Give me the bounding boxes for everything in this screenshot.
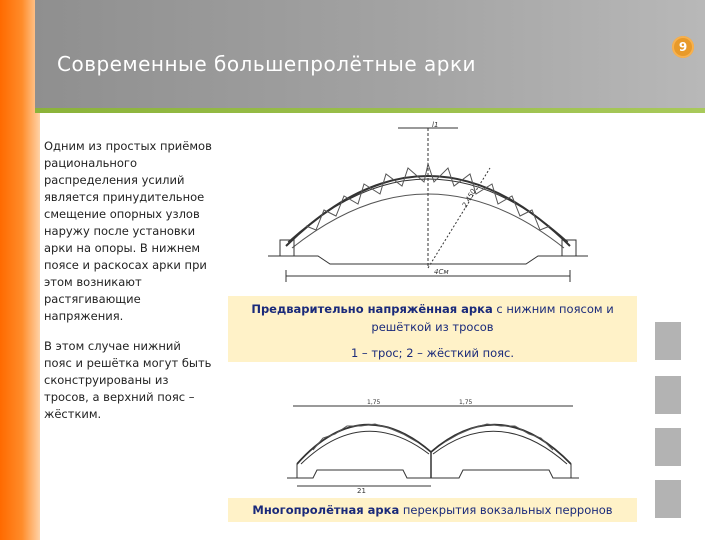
body-paragraph-2: В этом случае нижний пояс и решётка могут быть сконструированы из тросов, а верхний пояс – жёстким. — [44, 339, 212, 421]
figure2-caption — [228, 498, 637, 522]
left-accent-strip — [0, 0, 40, 540]
title-bar — [35, 0, 705, 108]
figure1-caption-bold: Предварительно напряжённая арка — [251, 302, 493, 316]
decorative-square — [655, 480, 681, 518]
title-underline — [35, 108, 705, 113]
figure1-caption-line1 — [228, 300, 637, 336]
ground-profile — [287, 470, 579, 478]
arch-radius-line — [428, 168, 490, 268]
figure-prestressed-arch — [258, 118, 598, 290]
slide-title: Современные большепролётные арки — [57, 52, 477, 76]
decorative-square — [655, 376, 681, 414]
decorative-square — [655, 322, 681, 360]
figure1-caption-rest: с нижним поясом и решёткой из тросов — [371, 302, 614, 334]
radius-label: 2.450 — [460, 187, 478, 209]
right-support — [562, 240, 576, 256]
body-paragraph-1: Одним из простых приёмов рационального распределения усилий является принудительное смещение опорных узлов наружу после установки арки на опоры. В нижнем поясе и раскосах арки при этом возникают растягивающие напряжения. — [44, 139, 212, 323]
top-label: l1 — [432, 121, 439, 129]
page-number-badge: 9 — [672, 36, 694, 58]
span-label: 4Cм — [434, 268, 449, 276]
prestressed-arch-drawing — [258, 118, 598, 290]
figure2-caption-bold: Многопролётная арка — [252, 503, 400, 517]
dim-label-3: 21 — [357, 487, 366, 494]
figure2-caption-rest: перекрытия вокзальных перронов — [399, 503, 613, 517]
dim-label-1: 1,75 — [367, 399, 381, 406]
figure1-caption-line2: 1 – трос; 2 – жёсткий пояс. — [350, 346, 515, 360]
figure1-caption — [228, 296, 637, 362]
multispan-arch-drawing — [283, 394, 583, 494]
decorative-square — [655, 428, 681, 466]
right-arch-upper — [431, 425, 571, 464]
left-support — [280, 240, 294, 256]
dim-label-2: 1,75 — [459, 399, 473, 406]
figure-multispan-arch — [283, 394, 583, 494]
right-arch-lattice — [445, 424, 553, 450]
